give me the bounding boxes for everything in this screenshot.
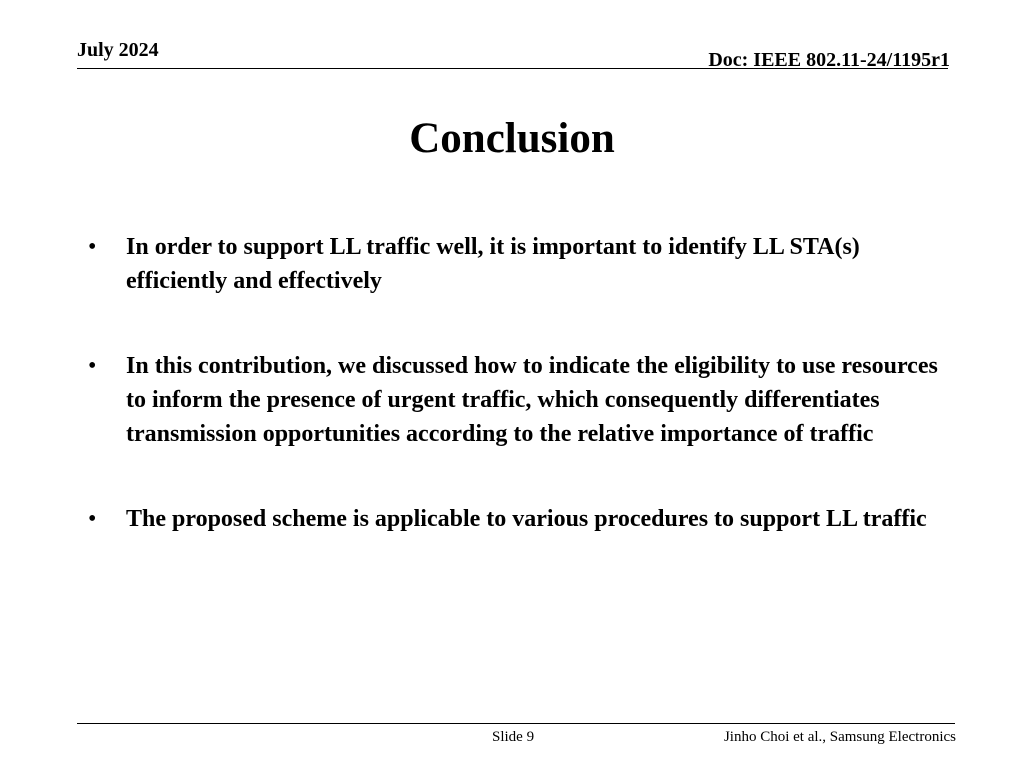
footer-divider [77, 723, 955, 724]
bullet-item [88, 349, 938, 451]
header-doc-id: Doc: IEEE 802.11-24/1195r1 [708, 49, 950, 71]
footer-slide-number: Slide 9 [492, 729, 535, 745]
bullet-dot-icon: • [88, 506, 97, 532]
bullet-list [88, 230, 938, 536]
bullet-text: The proposed scheme is applicable to various procedures to support LL traffic [126, 506, 927, 532]
bullet-text: In this contribution, we discussed how to indicate the eligibility to use resources to inform the presence of urgent traffic, which consequently differentiates transmission opportunities according to the relative importance of traffic [126, 353, 938, 447]
bullet-dot-icon: • [88, 234, 97, 260]
slide-title: Conclusion [409, 115, 615, 162]
bullet-item [88, 230, 938, 298]
footer-author: Jinho Choi et al., Samsung Electronics [723, 729, 956, 745]
bullet-item [88, 502, 938, 536]
bullet-dot-icon: • [88, 353, 97, 379]
header-divider [77, 68, 948, 69]
header-date: July 2024 [77, 39, 159, 61]
bullet-text: In order to support LL traffic well, it is important to identify LL STA(s) efficiently and effectively [126, 234, 860, 294]
